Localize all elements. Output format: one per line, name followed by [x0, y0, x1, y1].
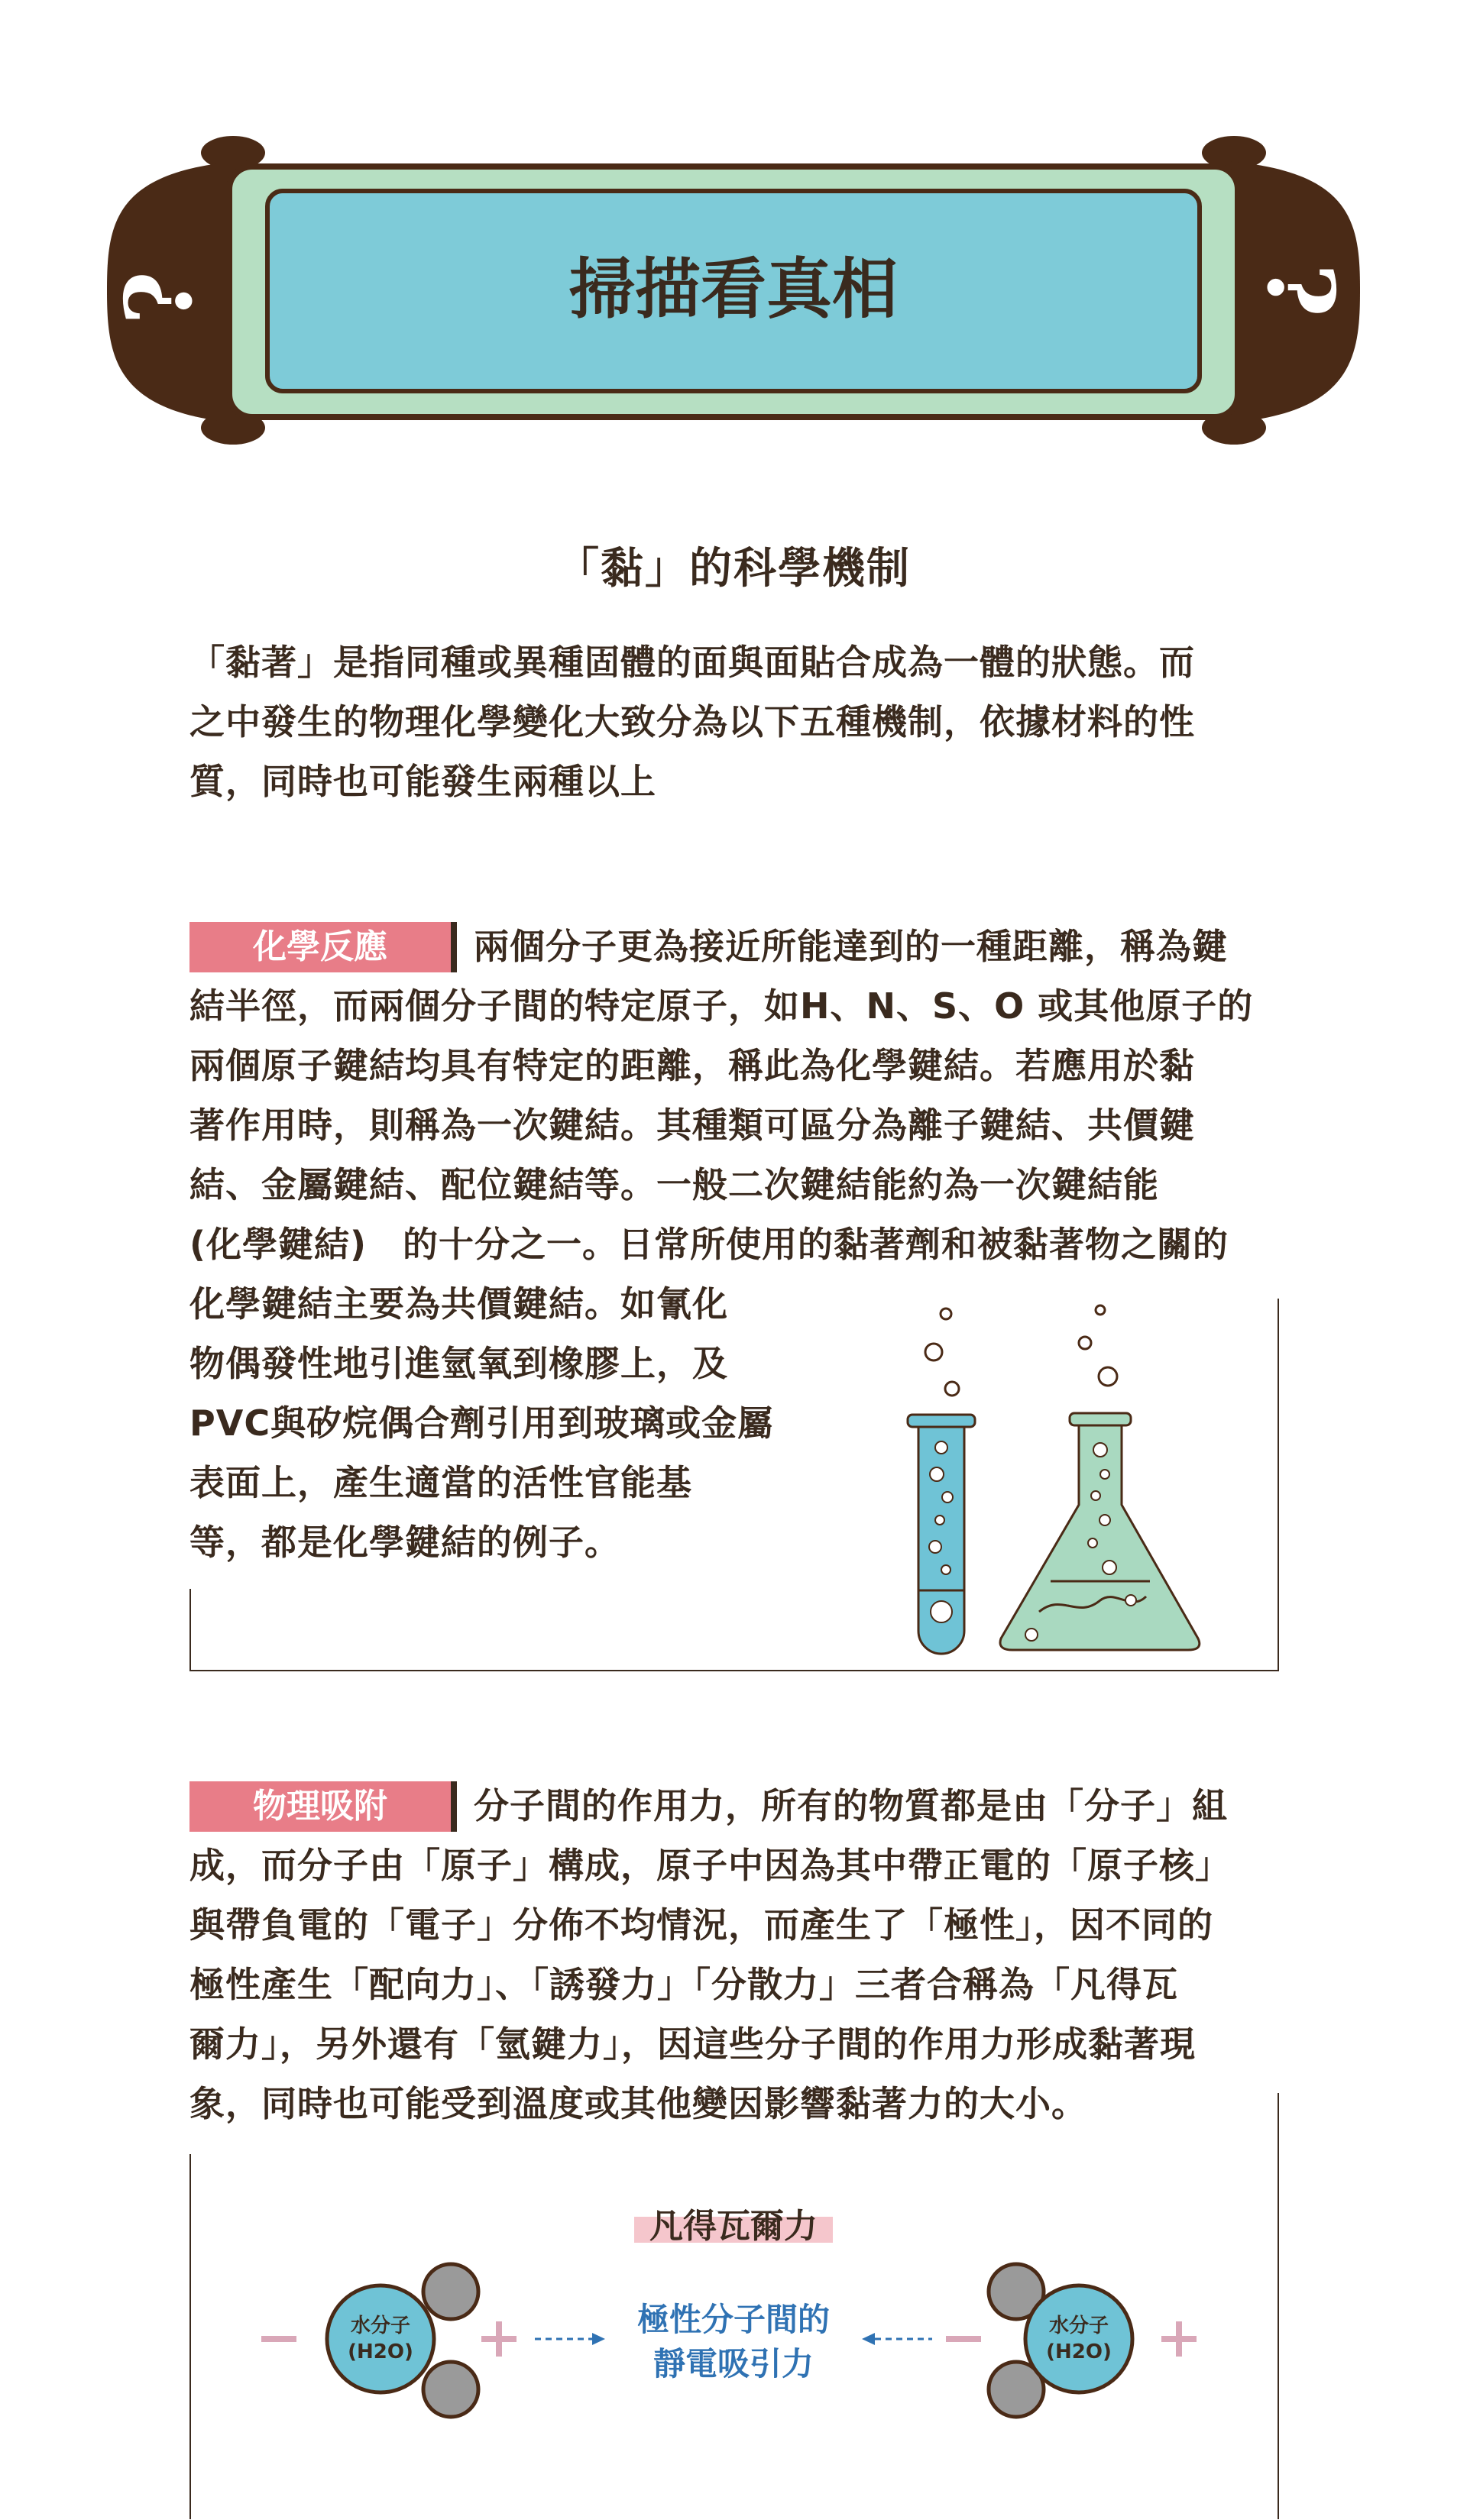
- chemical-line: 著作用時，則稱為一次鍵結。其種類可區分為離子鍵結、共價鍵: [189, 1105, 1195, 1146]
- title-banner: [0, 0, 1467, 474]
- chemical-line: 化學鍵結主要為共價鍵結。如氰化: [189, 1283, 728, 1325]
- chemical-frame-right: [1278, 1299, 1279, 1670]
- chemical-line: 結半徑，而兩個分子間的特定原子，如H、N、S、O 或其他原子的: [189, 985, 1254, 1027]
- lab-illustration: [879, 1291, 1230, 1665]
- chemical-first-line: [474, 917, 1284, 976]
- chemical-line: PVC與矽烷偶合劑引用到玻璃或金屬: [189, 1402, 774, 1444]
- intro-line: 之中發生的物理化學變化大致分為以下五種機制，依據材料的性: [189, 701, 1195, 742]
- molecule-right-label: 水分子 (H2O): [1046, 2315, 1112, 2363]
- diagram-center-label: 極性分子間的 靜電吸引力: [636, 2301, 830, 2383]
- plus-icon: [481, 2321, 517, 2357]
- physical-line: 爾力」，另外還有「氫鍵力」，因這些分子間的作用力形成黏著現: [189, 2023, 1196, 2065]
- minus-icon: [946, 2336, 981, 2342]
- molecule-left-label: 水分子 (H2O): [348, 2315, 413, 2363]
- question-mark-right-icon: ?: [1246, 263, 1354, 318]
- section-subtitle: 「黏」的科學機制: [556, 544, 911, 594]
- diagram-title: 凡得瓦爾力: [634, 2198, 833, 2244]
- flask-icon: [1000, 1413, 1200, 1650]
- chemical-section-label: 化學反應: [189, 922, 457, 972]
- question-mark-left-icon: ?: [105, 270, 213, 325]
- chemical-narrow-paragraph: [189, 1274, 801, 1572]
- chemical-line: 表面上，產生適當的活性官能基: [189, 1462, 692, 1503]
- minus-icon: [261, 2336, 296, 2342]
- physical-line: 象，同時也可能受到溫度或其他變因影響黏著力的大小。: [189, 2083, 1087, 2124]
- banner-title: 掃描看真相: [569, 251, 898, 328]
- physical-line: 極性產生「配向力」、「誘發力」「分散力」三者合稱為「凡得瓦: [189, 1964, 1178, 2005]
- plus-icon: [1161, 2321, 1197, 2357]
- physical-frame-left: [189, 2154, 191, 2519]
- physical-first-line: [474, 1776, 1284, 1836]
- physical-line: 成，而分子由「原子」構成，原子中因為其中帶正電的「原子核」: [189, 1845, 1231, 1886]
- physical-line: 分子間的作用力，所有的物質都是由「分子」組: [474, 1785, 1228, 1826]
- physical-section-label: 物理吸附: [189, 1781, 457, 1832]
- chemical-paragraph: [189, 976, 1284, 1274]
- chemical-frame-left: [189, 1589, 191, 1670]
- chemical-line: 等，都是化學鍵結的例子。: [189, 1522, 620, 1563]
- test-tube-icon: [908, 1415, 975, 1654]
- physical-paragraph: [189, 1836, 1284, 2133]
- chemical-line: 結、金屬鍵結、配位鍵結等。一般二次鍵結能約為一次鍵結能: [189, 1164, 1159, 1205]
- chemical-line: 兩個分子更為接近所能達到的一種距離，稱為鍵: [474, 926, 1228, 967]
- chemical-line: (化學鍵結) 的十分之一。日常所使用的黏著劑和被黏著物之關的: [189, 1224, 1229, 1265]
- chemical-line: 物偶發性地引進氫氧到橡膠上，及: [189, 1343, 728, 1384]
- chemical-frame-bottom: [189, 1670, 1279, 1671]
- intro-line: 質，同時也可能發生兩種以上: [189, 761, 656, 802]
- arrow-left-icon: [862, 2333, 932, 2345]
- intro-line: 「黏著」是指同種或異種固體的面與面貼合成為一體的狀態。而: [189, 642, 1195, 683]
- physical-line: 與帶負電的「電子」分佈不均情況，而產生了「極性」，因不同的: [189, 1904, 1213, 1946]
- chemical-line: 兩個原子鍵結均具有特定的距離，稱此為化學鍵結。若應用於黏: [189, 1045, 1195, 1086]
- physical-frame-right: [1278, 2093, 1279, 2519]
- intro-paragraph: [189, 632, 1284, 811]
- arrow-right-icon: [535, 2333, 605, 2345]
